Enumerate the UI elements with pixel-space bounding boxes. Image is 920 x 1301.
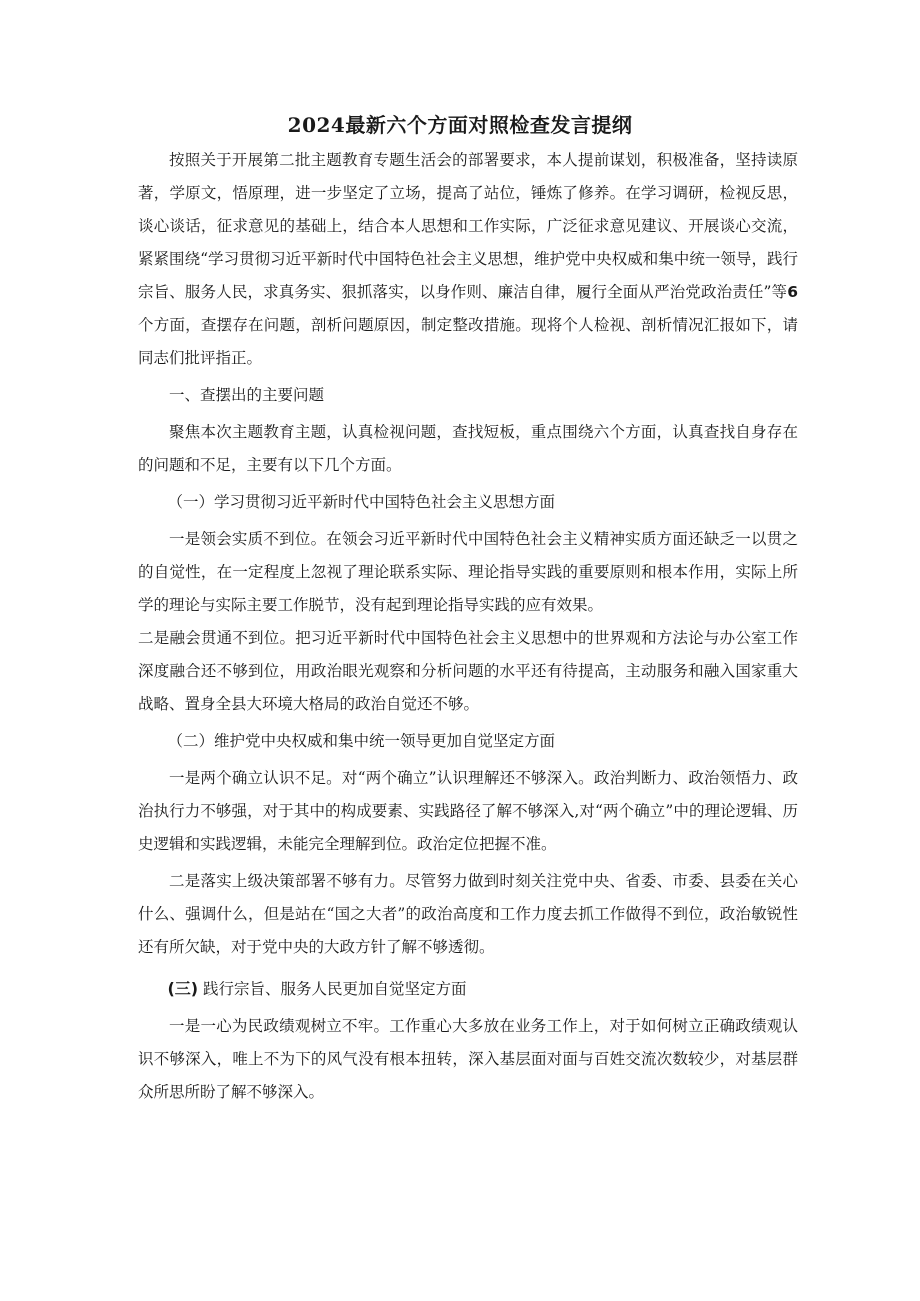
sub3-heading: [138, 972, 798, 1006]
sub3-heading-text: 践行宗旨、服务人民更加自觉坚定方面: [203, 980, 467, 998]
document-body: [138, 144, 798, 1109]
sub1-heading: （一）学习贯彻习近平新时代中国特色社会主义思想方面: [167, 493, 555, 511]
sub1-paragraph-1: 一是领会实质不到位。在领会习近平新时代中国特色社会主义精神实质方面还缺乏一以贯之的自觉性，在一定程度上忽视了理论联系实际、理论指导实践的重要原则和根本作用，实际上所学的理论与实际主要工作脱节，没有起到理论指导实践的应有效果。: [138, 530, 798, 614]
sub3-mark: (三): [167, 979, 199, 998]
intro-text-part2: 个方面，查摆存在问题，剖析问题原因，制定整改措施。现将个人检视、剖析情况汇报如下，请同志们批评指正。: [138, 316, 798, 367]
intro-paragraph: [138, 144, 798, 375]
intro-text-part1: 按照关于开展第二批主题教育专题生活会的部署要求，本人提前谋划，积极准备，坚持读原著，学原文，悟原理，进一步坚定了立场，提高了站位，锤炼了修养。在学习调研，检视反思，谈心谈话，征求意见的基础上，结合本人思想和工作实际，广泛征求意见建议、开展谈心交流，紧紧围绕“学习贯彻习近平新时代中国特色社会主义思想，维护党中央权威和集中统一领导，践行宗旨、服务人民，求真务实、狠抓落实，以身作则、廉洁自律，履行全面从严治党政治责任”等: [138, 151, 798, 301]
sub2-paragraph-2: 二是落实上级决策部署不够有力。尽管努力做到时刻关注党中央、省委、市委、县委在关心什么、强调什么，但是站在“国之大者”的政治高度和工作力度去抓工作做得不到位，政治敏锐性还有所欠缺，对于党中央的大政方针了解不够透彻。: [138, 872, 798, 956]
document-title: 2024最新六个方面对照检查发言提纲: [287, 113, 633, 137]
section1-intro: 聚焦本次主题教育主题，认真检视问题，查找短板，重点围绕六个方面，认真查找自身存在的问题和不足，主要有以下几个方面。: [138, 423, 798, 474]
sub2-heading: （二）维护党中央权威和集中统一领导更加自觉坚定方面: [167, 732, 555, 750]
sub1-paragraph-2: 二是融会贯通不到位。把习近平新时代中国特色社会主义思想中的世界观和方法论与办公室工作深度融合还不够到位，用政治眼光观察和分析问题的水平还有待提高，主动服务和融入国家重大战略、置身全县大环境大格局的政治自觉还不够。: [138, 629, 798, 713]
section1-heading: 一、查摆出的主要问题: [169, 386, 325, 404]
sub3-paragraph-1: 一是一心为民政绩观树立不牢。工作重心大多放在业务工作上，对于如何树立正确政绩观认识不够深入，唯上不为下的风气没有根本扭转，深入基层面对面与百姓交流次数较少，对基层群众所思所盼了解不够深入。: [138, 1017, 798, 1101]
sub2-paragraph-1: 一是两个确立认识不足。对“两个确立”认识理解还不够深入。政治判断力、政治领悟力、政治执行力不够强，对于其中的构成要素、实践路径了解不够深入,对“两个确立”中的理论逻辑、历史逻辑和实践逻辑，未能完全理解到位。政治定位把握不准。: [138, 769, 798, 853]
intro-number: 6: [787, 283, 798, 301]
